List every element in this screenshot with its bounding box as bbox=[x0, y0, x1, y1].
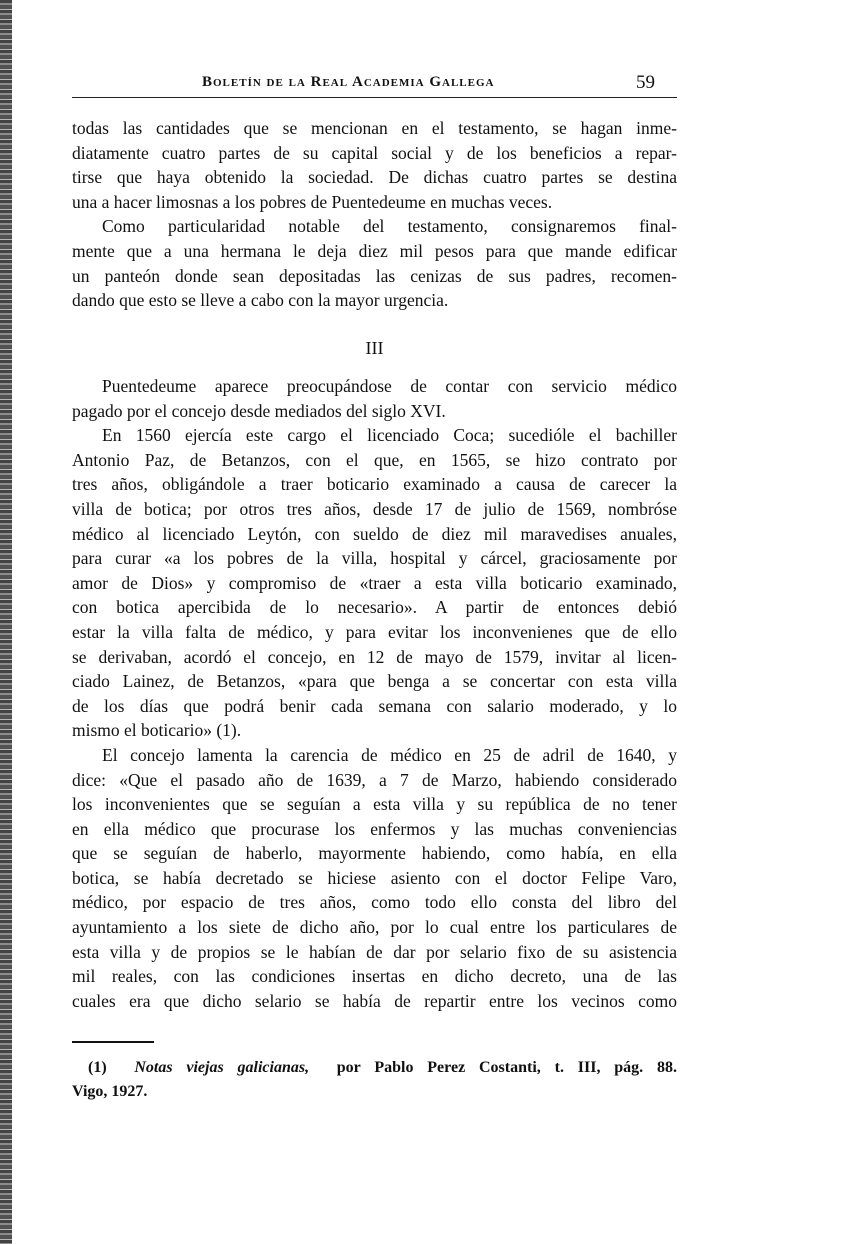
text-line: Puentedeume aparece preocupándose de contar con servicio médico bbox=[102, 376, 677, 396]
text-line: villa de botica; por otros tres años, desde 17 de julio de 1569, nombróse bbox=[72, 498, 677, 519]
body-text-section-1 bbox=[72, 116, 677, 313]
running-header bbox=[72, 72, 677, 98]
section-heading: III bbox=[365, 338, 384, 358]
text-line: para curar «a los pobres de la villa, hospital y cárcel, graciosamente por bbox=[72, 548, 677, 569]
text-line: cuales era que dicho selario se había de repartir entre los vecinos como bbox=[72, 990, 677, 1011]
footnote-marker: (1) bbox=[88, 1059, 107, 1076]
text-line: se derivaban, acordó el concejo, en 12 de mayo de 1579, invitar al licen- bbox=[72, 646, 677, 667]
text-line: pagado por el concejo desde mediados del siglo XVI. bbox=[72, 400, 446, 421]
text-line: tirse que haya obtenido la sociedad. De dichas cuatro partes se destina bbox=[72, 167, 677, 188]
text-line: mismo el boticario» (1). bbox=[72, 720, 242, 741]
footnote-text: por Pablo Perez Costanti, t. III, pág. 88. bbox=[336, 1059, 678, 1076]
text-line: con botica apercibida de lo necesario». A partir de entonces debió bbox=[72, 597, 677, 618]
footnote-line bbox=[72, 1056, 677, 1080]
header-rule bbox=[72, 97, 677, 98]
text-line: ayuntamiento a los siete de dicho año, por lo cual entre los particulares de bbox=[72, 917, 677, 938]
text-line: los inconvenientes que se seguían a esta villa y su república de no tener bbox=[72, 794, 677, 815]
text-line: botica, se había decretado se hiciese asiento con el doctor Felipe Varo, bbox=[72, 867, 677, 888]
text-line: esta villa y de propios se le habían de dar por selario fixo de su asistencia bbox=[72, 941, 677, 962]
text-line: amor de Dios» y compromiso de «traer a esta villa boticario examinado, bbox=[72, 572, 677, 593]
footnote-text: Vigo, 1927. bbox=[72, 1083, 148, 1100]
text-line: médico, por espacio de tres años, como todo ello consta del libro del bbox=[72, 892, 677, 913]
footnote-title: Notas viejas galicianas, bbox=[134, 1059, 310, 1076]
text-line: Antonio Paz, de Betanzos, con el que, en 1565, se hizo contrato por bbox=[72, 449, 677, 470]
text-line: que se seguían de haberlo, mayormente habiendo, como había, en ella bbox=[72, 843, 677, 864]
footnote-line bbox=[72, 1080, 677, 1104]
text-line: diatamente cuatro partes de su capital social y de los beneficios a repar- bbox=[72, 142, 677, 163]
text-line: Como particularidad notable del testamento, consignaremos final- bbox=[102, 216, 677, 237]
text-line: ciado Lainez, de Betanzos, «para que benga a se concertar con esta villa bbox=[72, 671, 677, 692]
text-line: en ella médico que procurase los enfermos y las muchas conveniencias bbox=[72, 818, 677, 839]
footnotes bbox=[72, 1056, 677, 1104]
text-line: El concejo lamenta la carencia de médico en 25 de adril de 1640, y bbox=[102, 744, 677, 765]
text-line: mente que a una hermana le deja diez mil pesos para que mande edificar bbox=[72, 240, 677, 261]
text-line: dice: «Que el pasado año de 1639, a 7 de Marzo, habiendo considerado bbox=[72, 769, 677, 790]
body-text-section-2 bbox=[72, 374, 677, 1013]
text-line: mil reales, con las condiciones insertas en dicho decreto, una de las bbox=[72, 966, 677, 987]
footnote-rule bbox=[72, 1041, 154, 1043]
text-line: médico al licenciado Leytón, con sueldo de diez mil maravedises anuales, bbox=[72, 523, 677, 544]
text-line: estar la villa falta de médico, y para evitar los inconvenienes que de ello bbox=[72, 621, 677, 642]
text-line: todas las cantidades que se mencionan en el testamento, se hagan inme- bbox=[72, 118, 677, 138]
scan-binding-edge bbox=[0, 0, 12, 1244]
text-line: En 1560 ejercía este cargo el licenciado Coca; sucedióle el bachiller bbox=[102, 425, 677, 446]
text-line: tres años, obligándole a traer boticario examinado a causa de carecer la bbox=[72, 474, 677, 495]
page-number: 59 bbox=[636, 72, 655, 93]
text-line: dando que esto se lleve a cabo con la mayor urgencia. bbox=[72, 290, 449, 311]
text-line: una a hacer limosnas a los pobres de Puentedeume en muchas veces. bbox=[72, 191, 553, 212]
text-line: un panteón donde sean depositadas las cenizas de sus padres, recomen- bbox=[72, 265, 677, 286]
running-title: Boletín de la Real Academia Gallega bbox=[202, 74, 495, 90]
text-line: de los días que podrá benir cada semana con salario moderado, y lo bbox=[72, 695, 677, 716]
